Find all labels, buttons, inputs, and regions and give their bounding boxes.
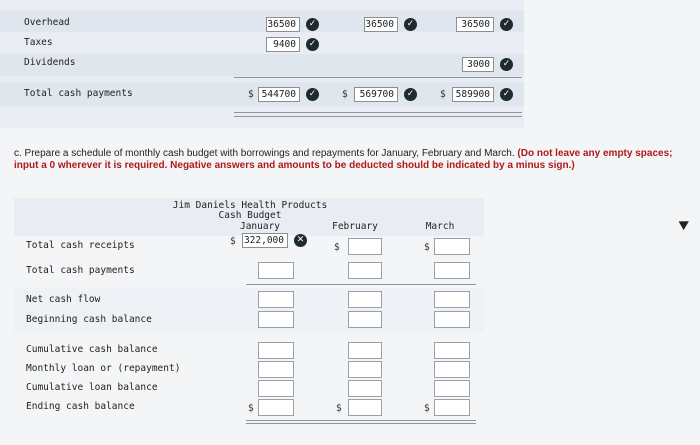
taxes-jan-input[interactable]: 9400 bbox=[266, 37, 300, 52]
receipts-jan-input[interactable]: 322,000 bbox=[242, 233, 288, 248]
budget-title: Cash Budget bbox=[218, 210, 282, 221]
row-label-payments: Total cash payments bbox=[26, 265, 135, 276]
net-mar-input[interactable] bbox=[434, 291, 470, 308]
instructions-main: c. Prepare a schedule of monthly cash budget with borrowings and repayments for January, February and March. bbox=[14, 148, 515, 159]
net-feb-input[interactable] bbox=[348, 291, 382, 308]
currency-symbol: $ bbox=[424, 242, 430, 253]
cum-loan-mar-input[interactable] bbox=[434, 380, 470, 397]
total-payments-jan-input[interactable]: 544700 bbox=[258, 87, 300, 102]
loan-mar-input[interactable] bbox=[434, 361, 470, 378]
check-circle-icon: ✓ bbox=[500, 58, 513, 71]
cumulative-mar-input[interactable] bbox=[434, 342, 470, 359]
ending-jan-input[interactable] bbox=[258, 399, 294, 416]
beginning-mar-input[interactable] bbox=[434, 311, 470, 328]
currency-symbol: $ bbox=[424, 403, 430, 414]
check-circle-icon: ✓ bbox=[404, 18, 417, 31]
row-label-net-cash-flow: Net cash flow bbox=[26, 294, 101, 305]
row-label-cumulative-cash: Cumulative cash balance bbox=[26, 344, 158, 355]
net-jan-input[interactable] bbox=[258, 291, 294, 308]
total-payments-feb-input[interactable]: 569700 bbox=[354, 87, 398, 102]
receipts-mar-input[interactable] bbox=[434, 238, 470, 255]
ending-mar-input[interactable] bbox=[434, 399, 470, 416]
x-circle-icon: ✕ bbox=[294, 234, 307, 247]
payments-jan-input[interactable] bbox=[258, 262, 294, 279]
row-label-overhead: Overhead bbox=[24, 17, 70, 28]
row-label-cumulative-loan: Cumulative loan balance bbox=[26, 382, 158, 393]
top-panel bbox=[0, 0, 524, 128]
ending-feb-input[interactable] bbox=[348, 399, 382, 416]
check-circle-icon: ✓ bbox=[500, 18, 513, 31]
receipts-feb-input[interactable] bbox=[348, 238, 382, 255]
payments-mar-input[interactable] bbox=[434, 262, 470, 279]
column-header-january: January bbox=[239, 221, 281, 232]
cum-loan-jan-input[interactable] bbox=[258, 380, 294, 397]
beginning-feb-input[interactable] bbox=[348, 311, 382, 328]
loan-feb-input[interactable] bbox=[348, 361, 382, 378]
cum-loan-feb-input[interactable] bbox=[348, 380, 382, 397]
cumulative-feb-input[interactable] bbox=[348, 342, 382, 359]
row-label-dividends: Dividends bbox=[24, 57, 76, 68]
instructions bbox=[14, 148, 694, 172]
payments-feb-input[interactable] bbox=[348, 262, 382, 279]
column-header-february: February bbox=[332, 221, 378, 232]
row-label-beginning-balance: Beginning cash balance bbox=[26, 314, 152, 325]
currency-symbol: $ bbox=[334, 242, 340, 253]
overhead-mar-input[interactable]: 36500 bbox=[456, 17, 494, 32]
mouse-cursor-icon bbox=[679, 217, 692, 230]
overhead-feb-input[interactable]: 36500 bbox=[364, 17, 398, 32]
currency-symbol: $ bbox=[342, 89, 348, 100]
currency-symbol: $ bbox=[336, 403, 342, 414]
instructions-bold: (Do not leave any empty spaces; input a 0 wherever it is required. Negative answers and amounts to be deducted should be indicated by a minus sign.) bbox=[14, 148, 673, 171]
beginning-jan-input[interactable] bbox=[258, 311, 294, 328]
total-payments-mar-input[interactable]: 589900 bbox=[452, 87, 494, 102]
company-name: Jim Daniels Health Products bbox=[172, 200, 328, 211]
check-circle-icon: ✓ bbox=[306, 88, 319, 101]
currency-symbol: $ bbox=[230, 236, 236, 247]
check-circle-icon: ✓ bbox=[500, 88, 513, 101]
row-label-ending-balance: Ending cash balance bbox=[26, 401, 135, 412]
currency-symbol: $ bbox=[248, 403, 254, 414]
check-circle-icon: ✓ bbox=[306, 38, 319, 51]
currency-symbol: $ bbox=[440, 89, 446, 100]
check-circle-icon: ✓ bbox=[404, 88, 417, 101]
check-circle-icon: ✓ bbox=[306, 18, 319, 31]
cumulative-jan-input[interactable] bbox=[258, 342, 294, 359]
row-label-taxes: Taxes bbox=[24, 37, 53, 48]
row-label-total-cash-payments: Total cash payments bbox=[24, 88, 133, 99]
row-label-receipts: Total cash receipts bbox=[26, 240, 135, 251]
column-header-march: March bbox=[425, 221, 455, 232]
currency-symbol: $ bbox=[248, 89, 254, 100]
row-label-monthly-loan: Monthly loan or (repayment) bbox=[26, 363, 181, 374]
loan-jan-input[interactable] bbox=[258, 361, 294, 378]
overhead-jan-input[interactable]: 36500 bbox=[266, 17, 300, 32]
dividends-mar-input[interactable]: 3000 bbox=[462, 57, 494, 72]
